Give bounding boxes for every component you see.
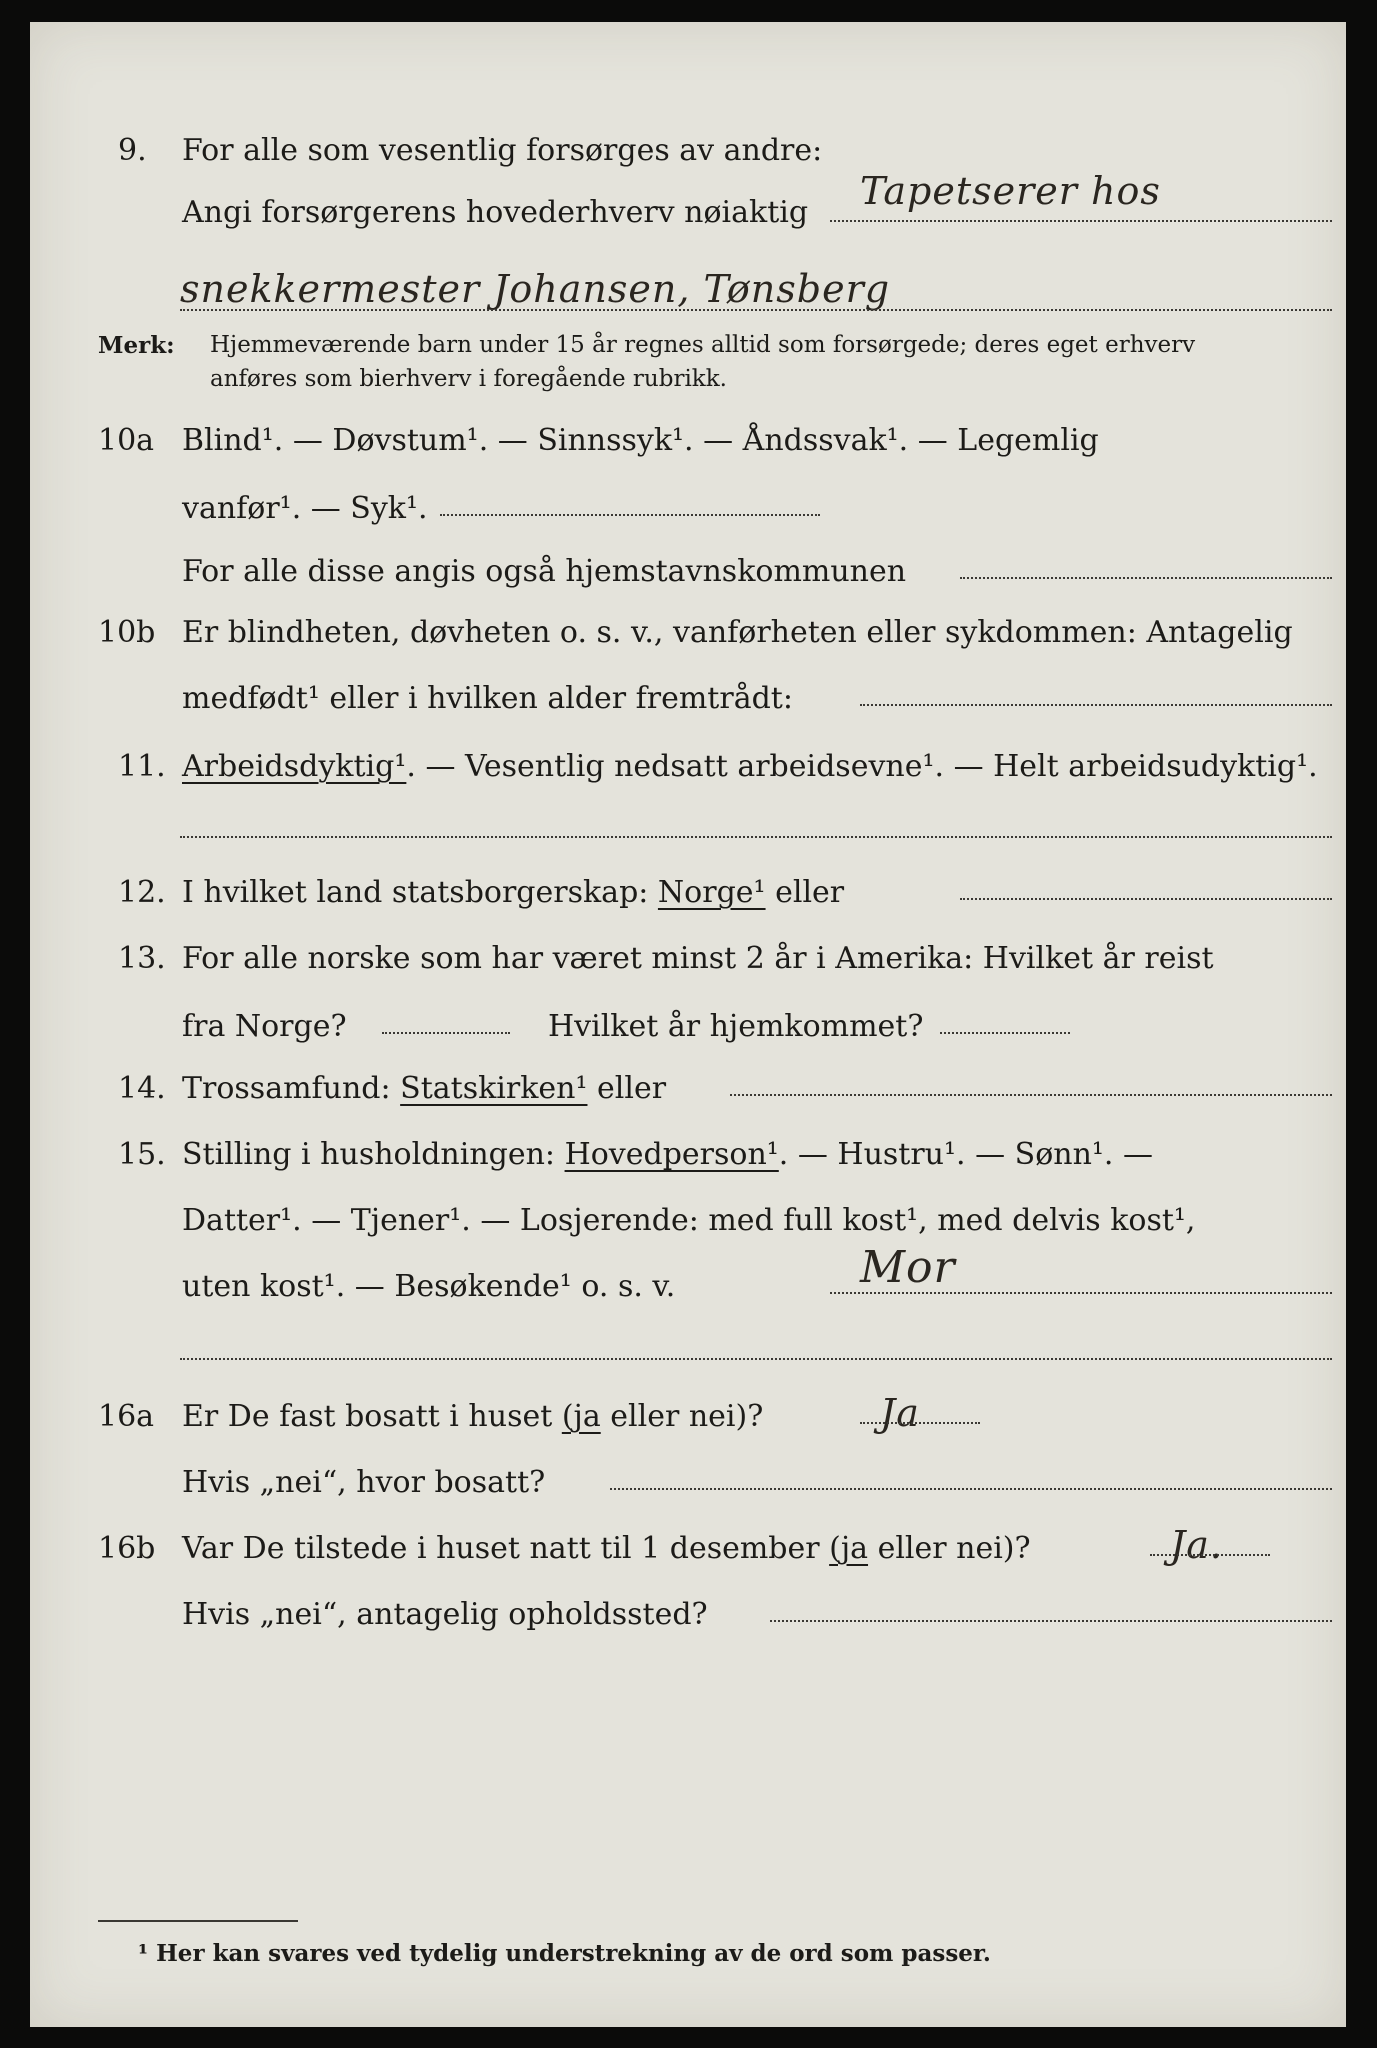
q13-number: 13. [118,941,166,976]
q10a-line1: Blind¹. — Døvstum¹. — Sinnssyk¹. — Åndssvak¹. — Legemlig [182,423,1099,458]
q15-line1 [182,1137,1153,1172]
q12-suffix: eller [765,875,845,910]
q14-number: 14. [118,1071,166,1106]
q10b-number: 10b [98,615,156,650]
q16a-number: 16a [98,1399,155,1434]
note-label: Merk: [98,332,175,359]
note-line1: Hjemmeværende barn under 15 år regnes alltid som forsørgede; deres eget erhverv [210,332,1196,358]
q16a-suffix: eller nei)? [600,1399,764,1434]
q14-selected-option: Statskirken¹ [400,1071,588,1106]
q9-answer-line [830,220,1332,222]
q9-answer-line-2 [180,309,1332,311]
q14-answer-line [730,1094,1332,1096]
q9-line2: Angi forsørgerens hovederhverv nøiaktig [182,195,809,230]
q12-selected-option: Norge¹ [657,875,766,910]
q10a-answer-line [440,514,820,516]
q16a-handwriting: Ja [880,1391,920,1435]
q16b-line1 [182,1531,1031,1566]
q10b-answer-line [860,704,1332,706]
q10a-number: 10a [98,423,155,458]
q12-number: 12. [118,875,166,910]
q13-line2b: Hvilket år hjemkommet? [548,1009,924,1044]
q13-line2a: fra Norge? [182,1009,347,1044]
q11-answer-line [180,836,1332,838]
q9-handwriting-1: Tapetserer hos [860,169,1161,213]
q12-answer-line [960,898,1332,900]
q16a-line1 [182,1399,764,1434]
q14-prefix: Trossamfund: [182,1071,401,1106]
q10a-home-line [960,577,1332,579]
q11-rest: . — Vesentlig nedsatt arbeidsevne¹. — Helt arbeidsudyktig¹. [406,749,1318,784]
footnote-rule [98,1920,298,1922]
q14-line1 [182,1071,667,1106]
q9-number: 9. [118,133,147,168]
q10b-line1: Er blindheten, døvheten o. s. v., vanførheten eller sykdommen: Antagelig [182,615,1293,650]
q10b-line2: medfødt¹ eller i hvilken alder fremtrådt: [182,681,793,716]
q15-line2: Datter¹. — Tjener¹. — Losjerende: med full kost¹, med delvis kost¹, [182,1203,1196,1238]
q12-line1 [182,875,845,910]
q16a-line2: Hvis „nei“, hvor bosatt? [182,1465,546,1500]
q12-prefix: I hvilket land statsborgerskap: [182,875,658,910]
q15-answer-line-2 [180,1358,1332,1360]
q13-right-line [940,1032,1070,1034]
q16a-selected-option: (ja [561,1399,601,1434]
q16b-where-line [770,1620,1332,1622]
q10a-line2: vanfør¹. — Syk¹. [182,491,428,526]
q13-left-line [382,1032,510,1034]
q16b-line2: Hvis „nei“, antagelig opholdssted? [182,1597,708,1632]
q16a-prefix: Er De fast bosatt i huset [182,1399,562,1434]
q16a-answer-line [860,1422,980,1424]
q16b-suffix: eller nei)? [868,1531,1031,1566]
q13-line1: For alle norske som har været minst 2 år i Amerika: Hvilket år reist [182,941,1214,976]
q15-selected-option: Hovedperson¹ [564,1137,779,1172]
q15-prefix: Stilling i husholdningen: [182,1137,565,1172]
q16b-handwriting: Ja. [1170,1523,1223,1567]
footnote-text: ¹ Her kan svares ved tydelig understrekning av de ord som passer. [138,1940,991,1967]
q16b-selected-option: (ja [829,1531,869,1566]
q16a-where-line [610,1488,1332,1490]
note-line2: anføres som bierhverv i foregående rubrikk. [210,366,727,392]
census-form-page [30,22,1346,2027]
q15-handwriting: Mor [860,1242,956,1293]
q15-line3: uten kost¹. — Besøkende¹ o. s. v. [182,1269,676,1304]
q14-suffix: eller [587,1071,667,1106]
q11-selected-option: Arbeidsdyktig¹ [182,749,407,784]
q16b-prefix: Var De tilstede i huset natt til 1 desember [182,1531,830,1566]
q9-line1: For alle som vesentlig forsørges av andre: [182,133,823,168]
q10a-line3: For alle disse angis også hjemstavnskommunen [182,554,907,589]
q15-rest: . — Hustru¹. — Sønn¹. — [778,1137,1153,1172]
q16b-answer-line [1150,1554,1270,1556]
q9-handwriting-2: snekkermester Johansen, Tønsberg [180,267,891,311]
q16b-number: 16b [98,1531,156,1566]
q11-number: 11. [118,749,166,784]
q15-number: 15. [118,1137,166,1172]
q11-line1 [182,749,1318,784]
